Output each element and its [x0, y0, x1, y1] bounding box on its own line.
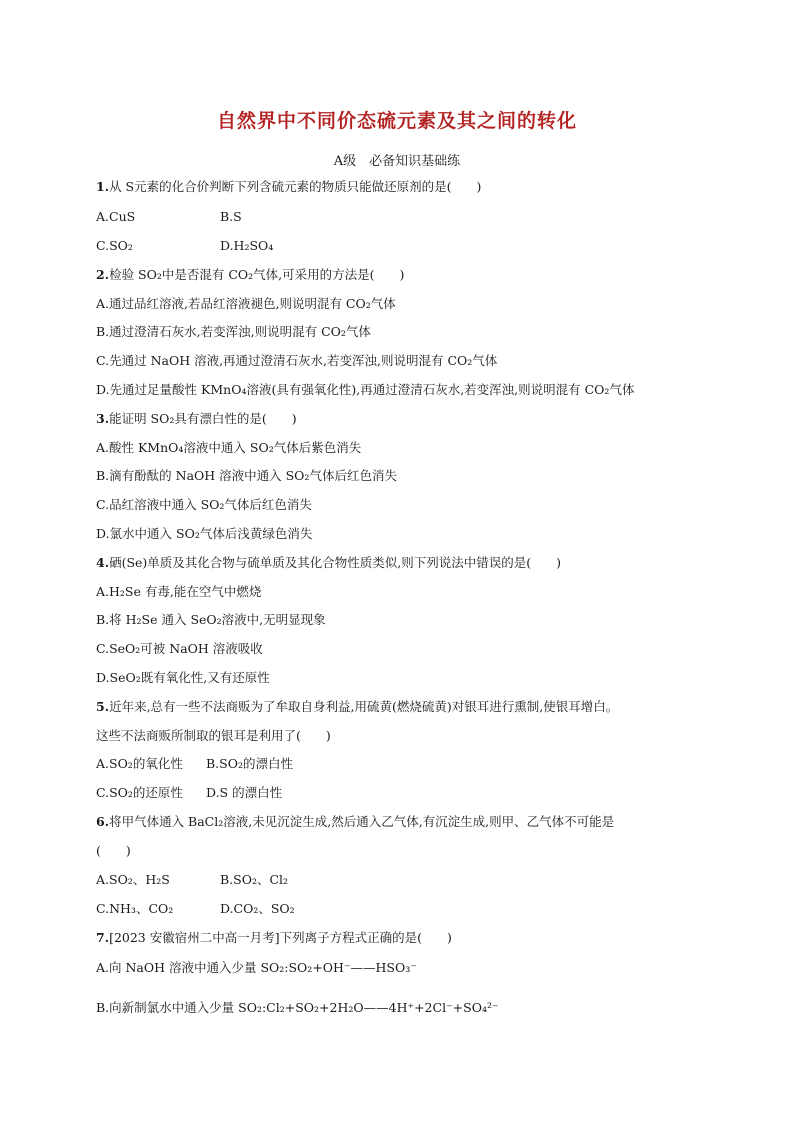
question-4-option-d: D.SeO₂既有氧化性,又有还原性: [96, 670, 270, 685]
question-3-option-b: B.滴有酚酞的 NaOH 溶液中通入 SO₂气体后红色消失: [96, 468, 397, 483]
question-6-option-b: B.SO₂、Cl₂: [220, 872, 289, 887]
question-1-stem: 1.从 S元素的化合价判断下列含硫元素的物质只能做还原剂的是( ): [96, 179, 482, 194]
document-title: 自然界中不同价态硫元素及其之间的转化: [216, 110, 577, 132]
question-4-option-b: B.将 H₂Se 通入 SeO₂溶液中,无明显现象: [96, 612, 326, 627]
question-7-stem: 7.[2023 安徽宿州二中高一月考]下列离子方程式正确的是( ): [96, 930, 452, 945]
section-subtitle: A级 必备知识基础练: [333, 154, 461, 169]
question-7-option-b: B.向新制氯水中通入少量 SO₂:Cl₂+SO₂+2H₂O——4H⁺+2Cl⁻+SO₄²⁻: [96, 1000, 499, 1015]
question-1-option-a: A.CuS: [96, 209, 136, 224]
question-4-option-c: C.SeO₂可被 NaOH 溶液吸收: [96, 641, 263, 656]
question-5-option-c: C.SO₂的还原性: [96, 785, 183, 800]
question-6-stem: 6.将甲气体通入 BaCl₂溶液,未见沉淀生成,然后通入乙气体,有沉淀生成,则甲、乙气体不可能是: [96, 814, 615, 829]
question-6-option-d: D.CO₂、SO₂: [220, 901, 295, 916]
question-2-stem: 2.检验 SO₂中是否混有 CO₂气体,可采用的方法是( ): [96, 267, 405, 282]
question-1-option-d: D.H₂SO₄: [220, 238, 274, 253]
question-5-option-b: B.SO₂的漂白性: [206, 756, 293, 771]
question-6-option-c: C.NH₃、CO₂: [96, 901, 174, 916]
question-6-option-a: A.SO₂、H₂S: [96, 872, 170, 887]
question-1-option-c: C.SO₂: [96, 238, 133, 253]
question-3-option-a: A.酸性 KMnO₄溶液中通入 SO₂气体后紫色消失: [96, 440, 362, 455]
question-6-stem-continued: ( ): [96, 843, 131, 858]
question-5-option-d: D.S 的漂白性: [206, 785, 283, 800]
question-5-option-a: A.SO₂的氧化性: [96, 756, 183, 771]
question-7-option-a: A.向 NaOH 溶液中通入少量 SO₂:SO₂+OH⁻——HSO₃⁻: [96, 960, 417, 975]
question-3-stem: 3.能证明 SO₂具有漂白性的是( ): [96, 411, 297, 426]
question-2-option-b: B.通过澄清石灰水,若变浑浊,则说明混有 CO₂气体: [96, 324, 371, 339]
question-1-option-b: B.S: [220, 209, 242, 224]
question-2-option-a: A.通过品红溶液,若品红溶液褪色,则说明混有 CO₂气体: [96, 296, 396, 311]
question-2-option-c: C.先通过 NaOH 溶液,再通过澄清石灰水,若变浑浊,则说明混有 CO₂气体: [96, 353, 498, 368]
question-4-stem: 4.硒(Se)单质及其化合物与硫单质及其化合物性质类似,则下列说法中错误的是( ): [96, 555, 562, 570]
question-5-stem-continued: 这些不法商贩所制取的银耳是利用了( ): [96, 728, 331, 743]
question-5-stem: 5.近年来,总有一些不法商贩为了牟取自身利益,用硫黄(燃烧硫黄)对银耳进行熏制,使银耳增白。: [96, 699, 619, 714]
question-3-option-d: D.氯水中通入 SO₂气体后浅黄绿色消失: [96, 526, 313, 541]
question-2-option-d: D.先通过足量酸性 KMnO₄溶液(具有强氧化性),再通过澄清石灰水,若变浑浊,则说明混有 CO₂气体: [96, 382, 635, 397]
question-3-option-c: C.品红溶液中通入 SO₂气体后红色消失: [96, 497, 312, 512]
question-4-option-a: A.H₂Se 有毒,能在空气中燃烧: [96, 584, 262, 599]
